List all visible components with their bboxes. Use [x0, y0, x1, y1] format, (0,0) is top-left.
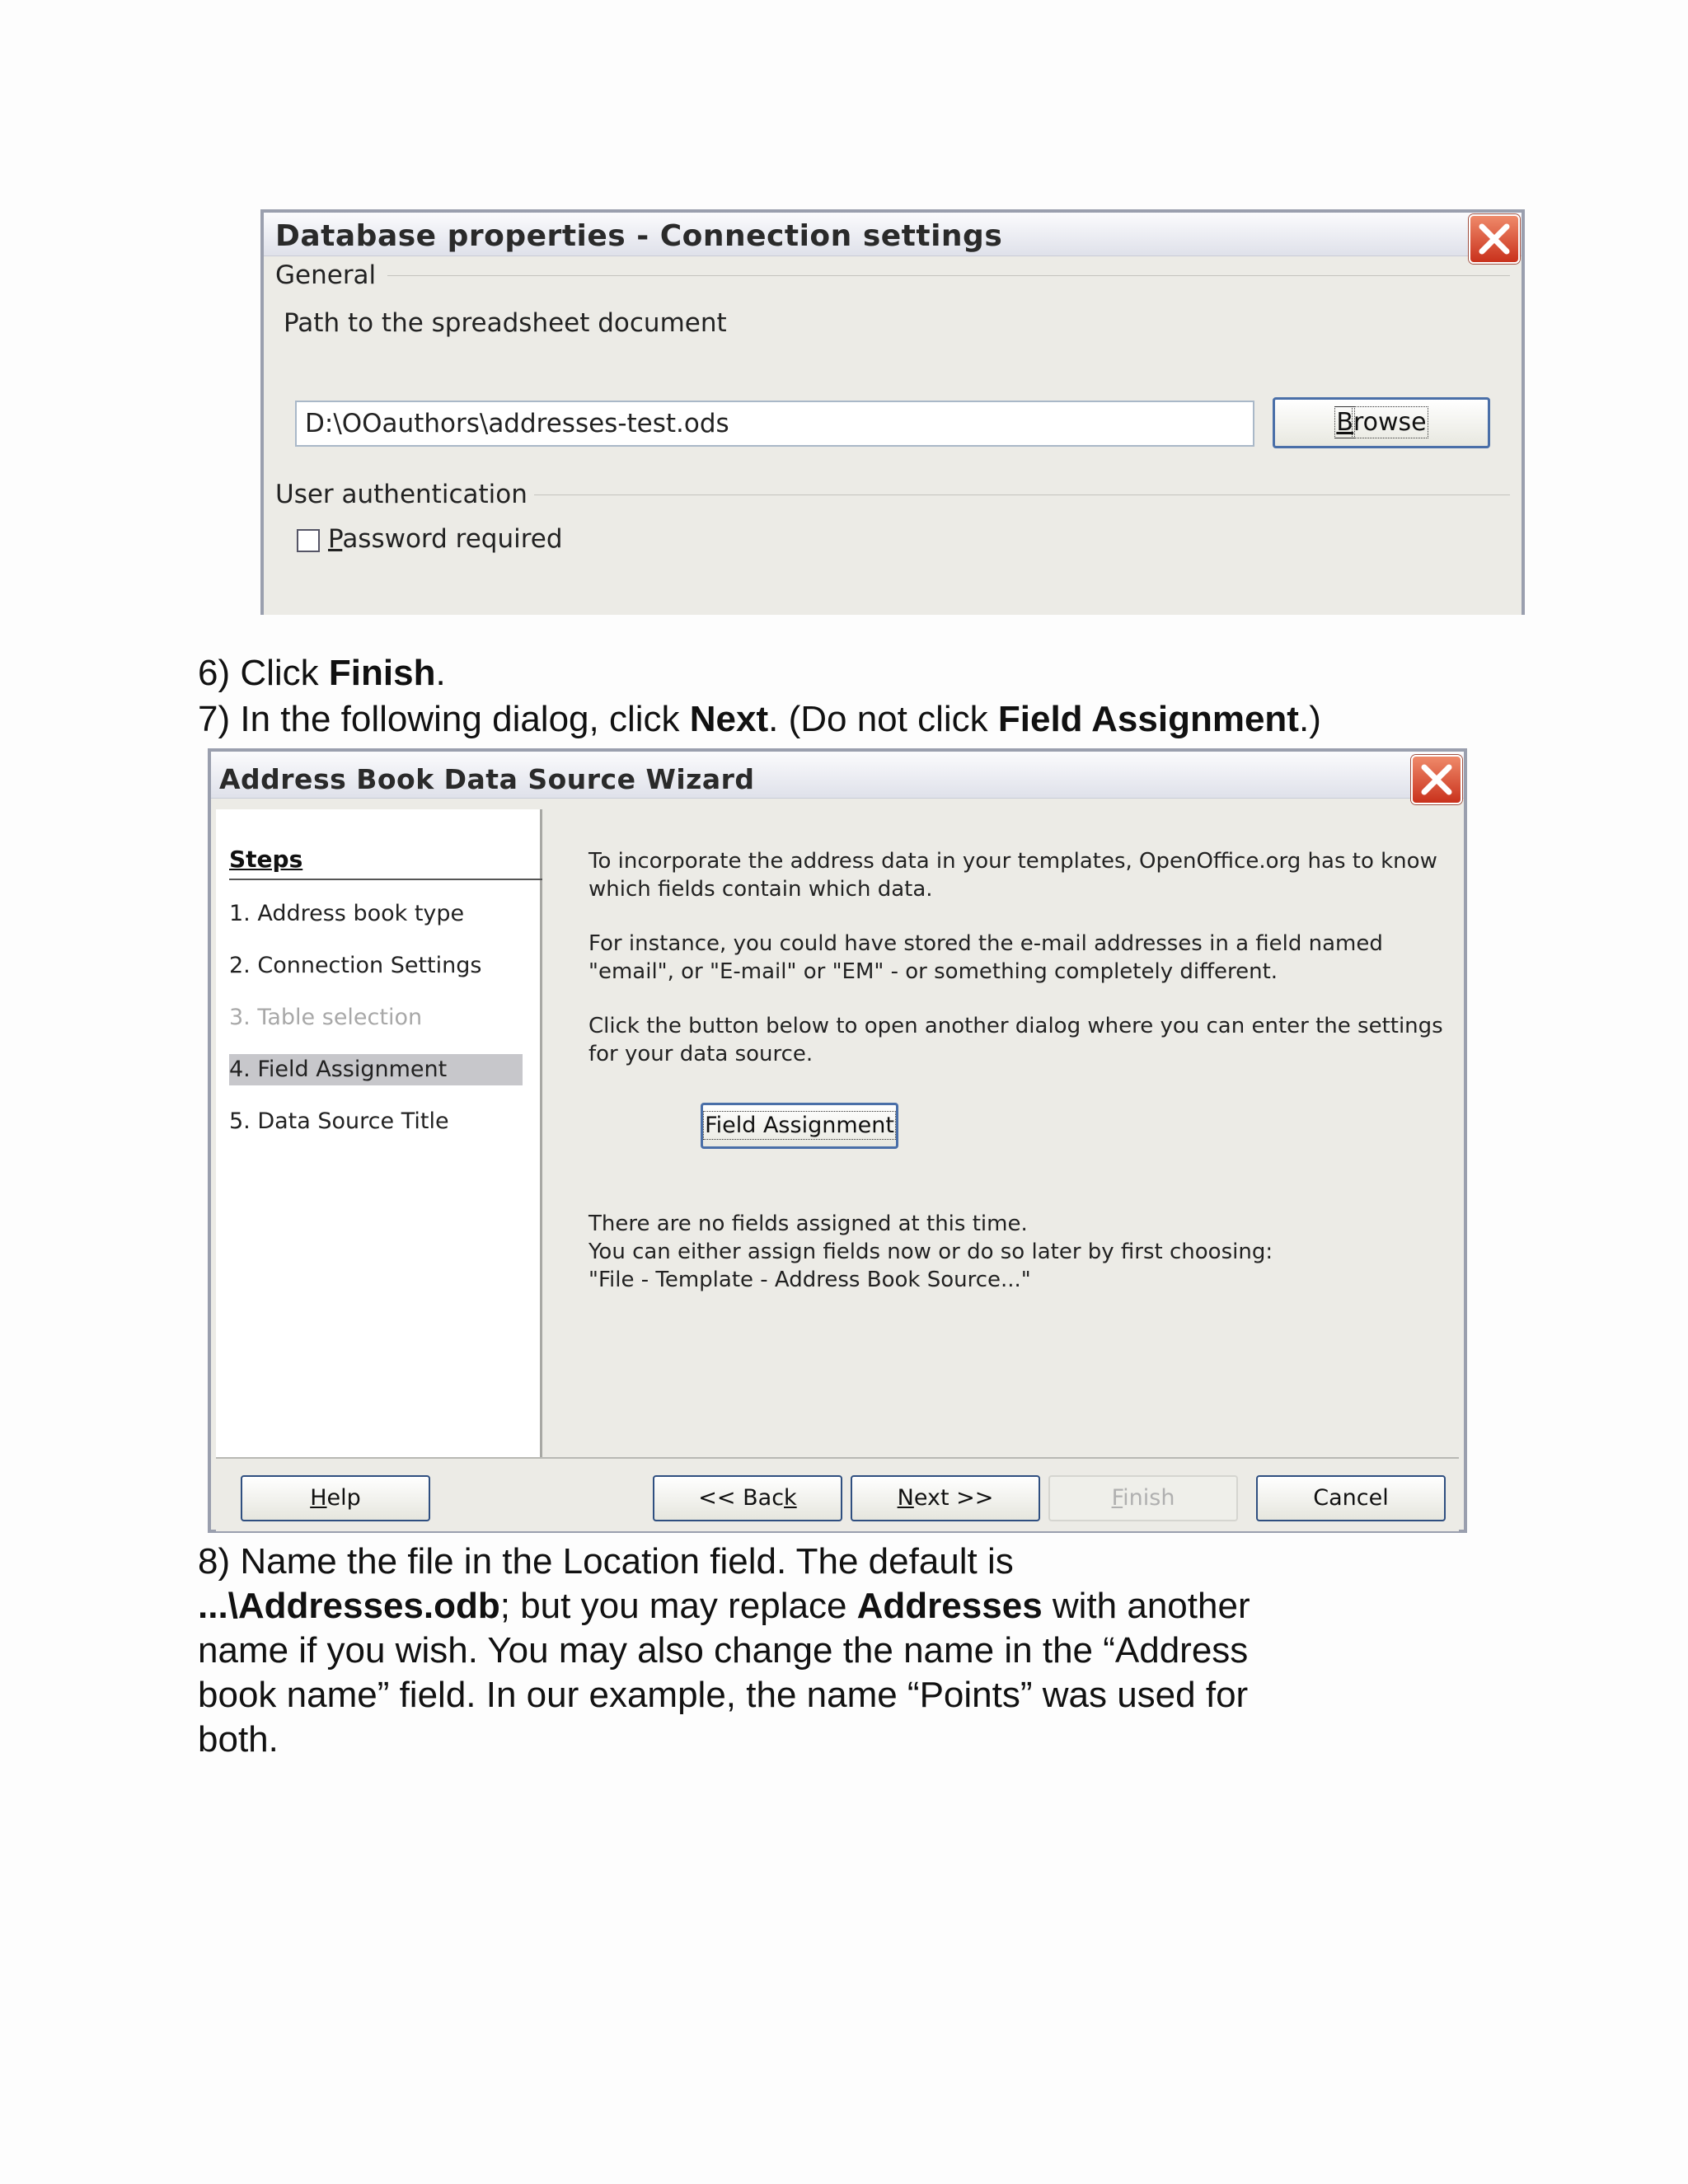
- instruction-step-6: 6) Click Finish.: [198, 653, 446, 693]
- auth-group-label: User authentication: [275, 480, 534, 509]
- step-address-book-type[interactable]: 1. Address book type: [229, 901, 465, 926]
- back-button[interactable]: << Back: [653, 1475, 842, 1521]
- step-connection-settings[interactable]: 2. Connection Settings: [229, 953, 482, 978]
- step-8-line-4: book name” field. In our example, the name “Points” was used for: [198, 1675, 1249, 1715]
- general-divider: [387, 275, 1510, 276]
- intro-text: To incorporate the address data in your templates, OpenOffice.org has to know which fields contain which data.: [588, 849, 1437, 902]
- field-assignment-button[interactable]: Field Assignment: [701, 1103, 898, 1149]
- step-8-line-5: both.: [198, 1719, 279, 1760]
- status-text: There are no fields assigned at this time. You can either assign fields now or do so later by first choosing: "File - Template - Address Book Source...": [588, 1212, 1273, 1292]
- next-button[interactable]: Next >>: [851, 1475, 1040, 1521]
- dialog-title: Address Book Data Source Wizard: [219, 763, 755, 795]
- password-required-checkbox[interactable]: [297, 529, 320, 552]
- step-8-line-2: ...\Addresses.odb; but you may replace Addresses with another: [198, 1586, 1250, 1626]
- close-icon[interactable]: [1411, 755, 1462, 804]
- step-8-line-3: name if you wish. You may also change the name in the “Address: [198, 1630, 1249, 1671]
- step-table-selection: 3. Table selection: [229, 1005, 423, 1030]
- general-group-label: General: [275, 260, 382, 290]
- connection-settings-dialog: [260, 209, 1525, 615]
- help-button[interactable]: Help: [241, 1475, 430, 1521]
- cancel-button[interactable]: Cancel: [1256, 1475, 1446, 1521]
- browse-button[interactable]: Browse: [1273, 397, 1490, 448]
- dialog-titlebar: [264, 213, 1522, 256]
- auth-divider: [519, 494, 1510, 495]
- path-label: Path to the spreadsheet document: [284, 308, 727, 338]
- instruction-step-8: [198, 1540, 1250, 1762]
- step-8-line-1: 8) Name the file in the Location field. The default is: [198, 1541, 1014, 1582]
- instruction-step-7: 7) In the following dialog, click Next. (Do not click Field Assignment.): [198, 699, 1321, 739]
- steps-title: Steps: [229, 846, 303, 873]
- steps-pane: [216, 809, 542, 1457]
- steps-divider: [229, 879, 542, 880]
- content-pane: [542, 809, 1461, 1457]
- step-field-assignment[interactable]: 4. Field Assignment: [229, 1054, 523, 1085]
- dialog-title: Database properties - Connection settings: [275, 219, 1003, 253]
- dialog-titlebar: [211, 752, 1464, 799]
- close-icon[interactable]: [1469, 214, 1520, 264]
- example-text: For instance, you could have stored the e-mail addresses in a field named "email", or "E-mail" or "EM" - or something completely different.: [588, 931, 1383, 984]
- wizard-button-bar: [216, 1457, 1459, 1531]
- finish-button: Finish: [1048, 1475, 1238, 1521]
- path-input[interactable]: D:\OOauthors\addresses-test.ods: [295, 401, 1254, 447]
- step-data-source-title[interactable]: 5. Data Source Title: [229, 1108, 449, 1134]
- password-required-label: Password required: [328, 524, 563, 554]
- instruction-text: Click the button below to open another dialog where you can enter the settings for your data source.: [588, 1014, 1443, 1066]
